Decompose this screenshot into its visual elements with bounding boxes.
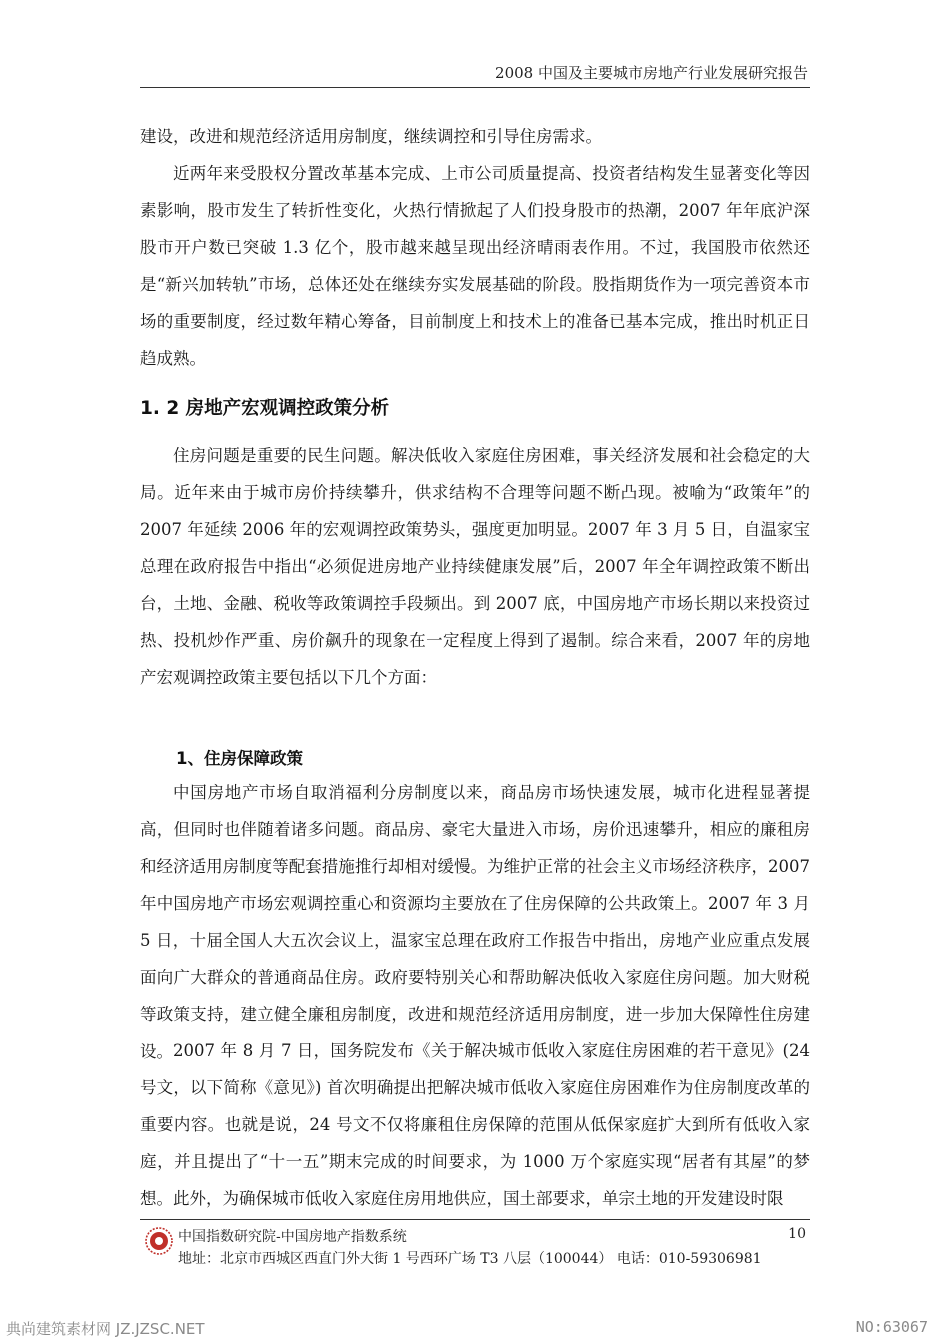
header-divider bbox=[140, 87, 810, 88]
watermark-site: 典尚建筑素材网 JZ.JZSC.NET bbox=[6, 1320, 205, 1338]
footer-divider bbox=[140, 1219, 810, 1220]
paragraph-1: 建设，改进和规范经济适用房制度，继续调控和引导住房需求。 bbox=[140, 127, 602, 146]
page-number: 10 bbox=[788, 1226, 806, 1242]
paragraph-5: 2007 年 8 月 7 日，国务院发布《关于解决城市低收入家庭住房困难的若干意见》(24 号文，以下简称《意见》) 首次明确提出把解决城市低收入家庭住房困难作为住房制度改革的重要内容。也就是说，24 号文不仅将廉租住房保障的范围从低保家庭扩大到所有低收入家庭，并且提出了“十一五”期末完成的时间要求，为 1000 万个家庭实现“居者有其屋”的梦想。此外，为确保城市低收入家庭住房用地供应，国土部要求，单宗土地的开发建设时限 bbox=[140, 1041, 810, 1208]
footer-org-name: 中国指数研究院-中国房地产指数系统 bbox=[178, 1229, 407, 1245]
watermark-number: NO:63067 bbox=[855, 1318, 928, 1336]
paragraph-3: 住房问题是重要的民生问题。解决低收入家庭住房困难，事关经济发展和社会稳定的大局。近年来由于城市房价持续攀升，供求结构不合理等问题不断凸现。被喻为“政策年”的 2007 年延续 2006 年的宏观调控政策势头，强度更加明显。2007 年 3 月 5 日，自温家宝总理在政府报告中指出“必须促进房地产业持续健康发展”后，2007 年全年调控政策不断出台，土地、金融、税收等政策调控手段频出。到 2007 底，中国房地产市场长期以来投资过热、投机炒作严重、房价飙升的现象在一定程度上得到了遏制。综合来看，2007 年的房地产宏观调控政策主要包括以下几个方面： bbox=[140, 446, 810, 687]
section-heading: 1. 2 房地产宏观调控政策分析 bbox=[140, 398, 390, 419]
org-logo-icon bbox=[144, 1226, 174, 1256]
sub-heading: 1、住房保障政策 bbox=[176, 749, 303, 768]
paragraph-2: 近两年来受股权分置改革基本完成、上市公司质量提高、投资者结构发生显著变化等因素影响，股市发生了转折性变化，火热行情掀起了人们投身股市的热潮，2007 年年底沪深股市开户数已突破 1.3 亿个，股市越来越呈现出经济晴雨表作用。不过，我国股市依然还是“新兴加转轨”市场，总体还处在继续夯实发展基础的阶段。股指期货作为一项完善资本市场的重要制度，经过数年精心筹备，目前制度上和技术上的准备已基本完成，推出时机正日趋成熟。 bbox=[140, 164, 810, 368]
footer-address: 地址：北京市西城区西直门外大街 1 号西环广场 T3 八层（100044） 电话：010-59306981 bbox=[178, 1251, 762, 1267]
paragraph-4: 中国房地产市场自取消福利分房制度以来，商品房市场快速发展，城市化进程显著提高，但同时也伴随着诸多问题。商品房、豪宅大量进入市场，房价迅速攀升，相应的廉租房和经济适用房制度等配套措施推行却相对缓慢。为维护正常的社会主义市场经济秩序，2007 年中国房地产市场宏观调控重心和资源均主要放在了住房保障的公共政策上。2007 年 3 月 5 日，十届全国人大五次会议上，温家宝总理在政府工作报告中指出，房地产业应重点发展面向广大群众的普通商品住房。政府要特别关心和帮助解决低收入家庭住房问题。加大财税等政策支持，建立健全廉租房制度，改进和规范经济适用房制度，进一步加大保障性住房建设。 bbox=[140, 783, 810, 1061]
header-title: 2008 中国及主要城市房地产行业发展研究报告 bbox=[495, 64, 808, 82]
